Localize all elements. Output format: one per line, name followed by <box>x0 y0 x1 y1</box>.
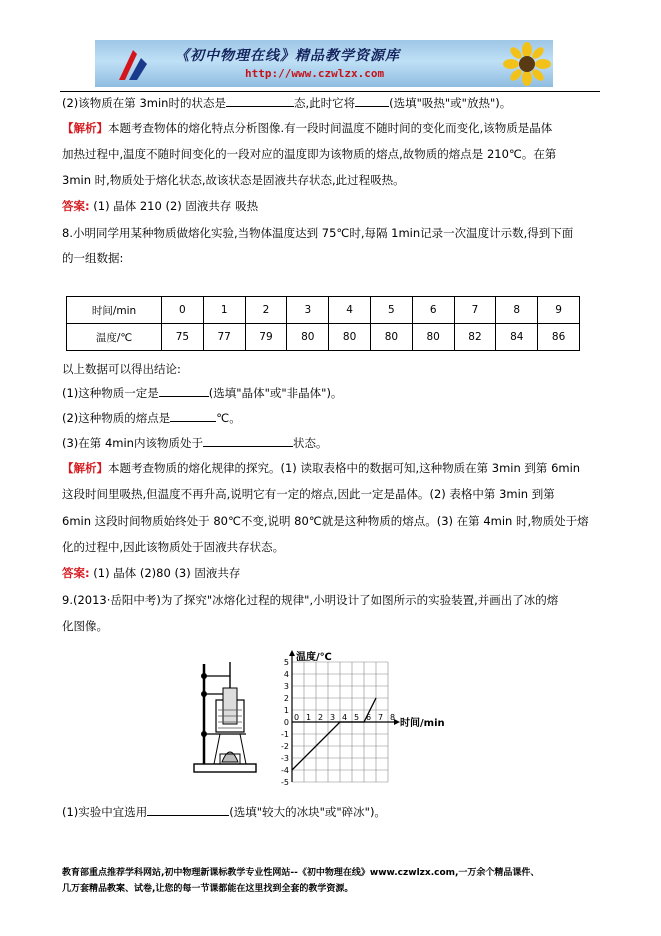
q8-p3: (3)在第 4min内该物质处于 状态。 <box>62 436 328 450</box>
q8-p1: (1)这种物质一定是 (选填"晶体"或"非晶体")。 <box>62 386 343 400</box>
melting-chart <box>268 645 458 787</box>
table-cell: 1 <box>203 297 245 324</box>
q9-stem-l1: 9.(2013·岳阳中考)为了探究"冰熔化过程的规律",小明设计了如图所示的实验装置,并画出了冰的熔 <box>62 593 559 607</box>
y-tick-label: 5 <box>283 658 289 667</box>
x-tick-label: 8 <box>390 713 396 722</box>
row-header: 时间/min <box>67 297 162 324</box>
table-cell: 77 <box>203 324 245 351</box>
q8-analysis-l2: 这段时间里吸热,但温度不再升高,说明它有一定的熔点,因此一定是晶体。(2) 表格中第 3min 到第 <box>62 487 555 501</box>
table-cell: 6 <box>412 297 454 324</box>
q8-p2: (2)这种物质的熔点是 ℃。 <box>62 411 241 425</box>
banner-title: 《初中物理在线》精品教学资源库 <box>175 48 400 64</box>
header-rule <box>60 91 600 92</box>
footer-line-1: 教育部重点推荐学科网站,初中物理新课标教学专业性网站--《初中物理在线》www.czwlzx.com,一万余个精品课件、 <box>62 868 540 878</box>
table-row <box>67 324 580 351</box>
y-tick-label: -5 <box>281 778 289 787</box>
table-cell: 80 <box>287 324 329 351</box>
y-tick-label: 0 <box>283 718 289 727</box>
y-axis-arrow <box>289 650 295 656</box>
q8-analysis-l3: 6min 这段时间物质始终处于 80℃不变,说明 80℃就是这种物质的熔点。(3) 在第 4min 时,物质处于熔 <box>62 514 589 528</box>
q9-p1: (1)实验中宜选用 (选填"较大的冰块"或"碎冰")。 <box>62 805 386 819</box>
row-header: 温度/℃ <box>67 324 162 351</box>
q7-part2: (2)该物质在第 3min时的状态是 态,此时它将 (选填"吸热"或"放热")。 <box>62 96 512 110</box>
header-banner <box>95 40 553 87</box>
y-tick-label: -2 <box>281 742 289 751</box>
q7-answer: 答案: (1) 晶体 210 (2) 固液共存 吸热 <box>62 199 259 213</box>
table-cell: 4 <box>329 297 371 324</box>
q7-analysis-l3: 3min 时,物质处于熔化状态,故该状态是固液共存状态,此过程吸热。 <box>62 173 405 187</box>
table-cell: 82 <box>454 324 496 351</box>
answer-blank[interactable] <box>159 384 209 397</box>
x-tick-label: 0 <box>294 713 300 722</box>
answer-blank[interactable] <box>170 409 216 422</box>
y-tick-label: -1 <box>281 730 289 739</box>
x-tick-label: 5 <box>354 713 360 722</box>
x-axis-label: 时间/min <box>400 718 445 729</box>
table-cell: 3 <box>287 297 329 324</box>
y-tick-label: -4 <box>281 766 289 775</box>
q8-stem-l1: 8.小明同学用某种物质做熔化实验,当物体温度达到 75℃时,每隔 1min记录一次温度计示数,得到下面 <box>62 226 574 240</box>
table-cell: 8 <box>496 297 538 324</box>
table-row <box>67 297 580 324</box>
q8-answer: 答案: (1) 晶体 (2)80 (3) 固液共存 <box>62 566 241 580</box>
x-tick-label: 3 <box>330 713 336 722</box>
table-cell: 0 <box>162 297 204 324</box>
y-tick-label: -3 <box>281 754 289 763</box>
table-cell: 80 <box>329 324 371 351</box>
x-tick-label: 1 <box>306 713 312 722</box>
answer-blank[interactable] <box>226 94 294 107</box>
banner-url: http://www.czwlzx.com <box>245 67 385 80</box>
table-cell: 80 <box>412 324 454 351</box>
apparatus-figure <box>190 658 262 776</box>
q9-stem-l2: 化图像。 <box>62 619 108 633</box>
q8-analysis-l1: 【解析】本题考查物质的熔化规律的探究。(1) 读取表格中的数据可知,这种物质在第 3min 到第 6min <box>62 461 581 475</box>
answer-blank[interactable] <box>355 94 389 107</box>
table-cell: 80 <box>370 324 412 351</box>
y-tick-label: 2 <box>283 694 289 703</box>
answer-blank[interactable] <box>147 803 229 816</box>
footer-line-2: 几万套精品教案、试卷,让您的每一节课都能在这里找到全套的教学资源。 <box>62 884 354 894</box>
table-cell: 75 <box>162 324 204 351</box>
table-cell: 79 <box>245 324 287 351</box>
q8-conclusion: 以上数据可以得出结论: <box>62 362 181 376</box>
q7-analysis-l1: 【解析】本题考查物体的熔化特点分析图像.有一段时间温度不随时间的变化而变化,该物质是晶体 <box>62 121 553 135</box>
y-tick-label: 1 <box>283 706 289 715</box>
table-cell: 84 <box>496 324 538 351</box>
y-tick-label: 4 <box>283 670 289 679</box>
y-axis-label: 温度/℃ <box>296 652 332 663</box>
table-cell: 86 <box>538 324 580 351</box>
data-table <box>66 296 580 351</box>
y-tick-label: 3 <box>283 682 289 691</box>
sunflower-icon <box>503 42 551 86</box>
q8-stem-l2: 的一组数据: <box>62 251 124 265</box>
table-cell: 9 <box>538 297 580 324</box>
x-tick-label: 6 <box>366 713 372 722</box>
x-tick-label: 2 <box>318 713 324 722</box>
x-tick-label: 4 <box>342 713 348 722</box>
table-cell: 7 <box>454 297 496 324</box>
table-cell: 2 <box>245 297 287 324</box>
logo-icon <box>113 44 153 84</box>
q8-analysis-l4: 化的过程中,因此该物质处于固液共存状态。 <box>62 540 285 554</box>
x-tick-label: 7 <box>378 713 384 722</box>
answer-blank[interactable] <box>203 434 293 447</box>
q7-analysis-l2: 加热过程中,温度不随时间变化的一段对应的温度即为该物质的熔点,故物质的熔点是 210℃。在第 <box>62 147 557 161</box>
table-cell: 5 <box>370 297 412 324</box>
